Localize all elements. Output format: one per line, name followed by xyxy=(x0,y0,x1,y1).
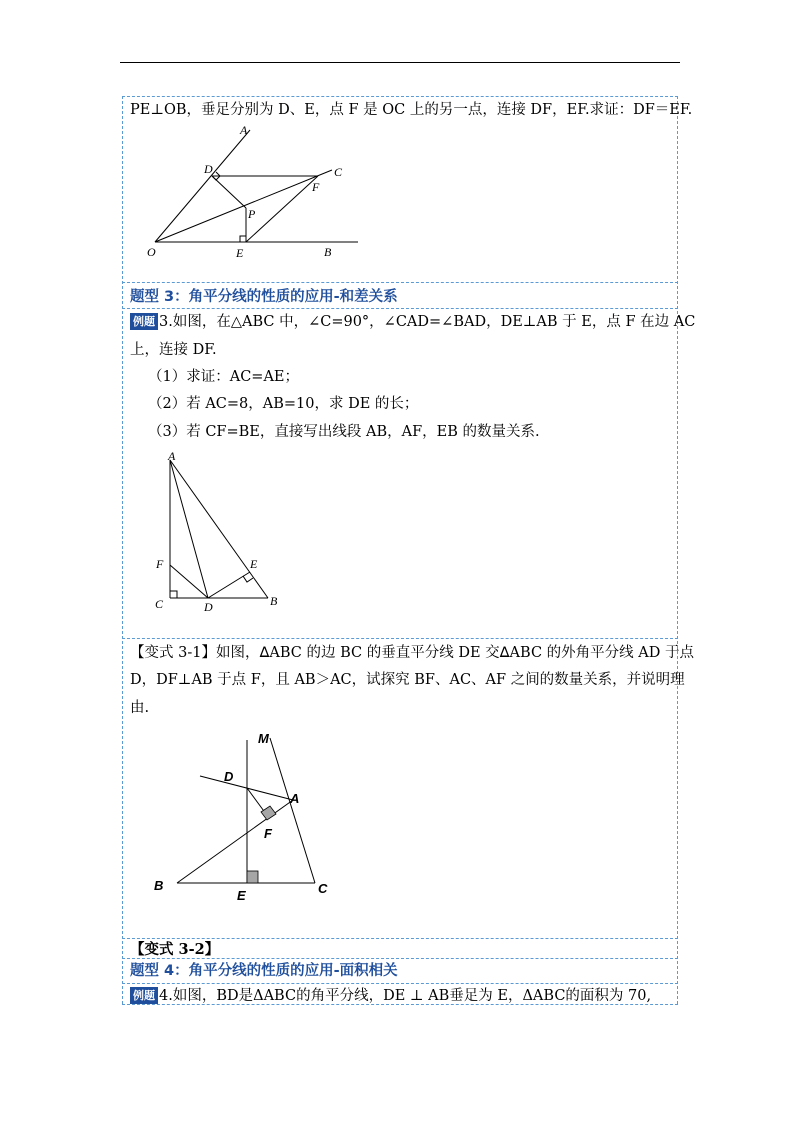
label-A: A xyxy=(290,791,300,806)
header-rule xyxy=(120,62,680,63)
problem-text: 例题 4.如图，BD是ΔABC的角平分线，DE ⊥ AB垂足为 E，ΔABC的面积为 70, xyxy=(130,986,675,1006)
variant-text: D，DF⊥AB 于点 F，且 AB＞AC，试探究 BF、AC、AF 之间的数量关系，并说明理 xyxy=(130,672,685,688)
label-E: E xyxy=(237,888,246,903)
divider xyxy=(122,96,678,97)
label-B: B xyxy=(270,594,278,608)
label-D: D xyxy=(204,162,213,176)
label-F: F xyxy=(156,557,164,571)
label-C: C xyxy=(155,597,164,611)
example-badge: 例题 xyxy=(130,313,158,330)
problem-text: PE⊥OB，垂足分别为 D、E，点 F 是 OC 上的另一点，连接 DF，EF.求证：DF＝EF. xyxy=(130,102,693,118)
label-B: B xyxy=(324,245,332,259)
label-F: F xyxy=(312,180,320,194)
divider xyxy=(122,983,678,984)
label-P: P xyxy=(248,207,256,221)
question-3: （3）若 CF=BE，直接写出线段 AB，AF，EB 的数量关系. xyxy=(148,424,540,440)
label-F: F xyxy=(264,826,272,841)
figure-perpendicular-bisector xyxy=(150,728,350,908)
divider xyxy=(122,282,678,283)
label-B: B xyxy=(154,878,164,893)
divider xyxy=(122,938,678,939)
variant-label: 【变式 3-2】 xyxy=(130,941,220,958)
label-E: E xyxy=(236,246,244,260)
variant-text: 【变式 3-1】如图，ᐃABC 的边 BC 的垂直平分线 DE 交ᐃABC 的外角平分线 AD 于点 xyxy=(130,645,694,661)
label-D: D xyxy=(204,600,213,614)
section-title: 题型 4：角平分线的性质的应用-面积相关 xyxy=(130,963,398,979)
question-1: （1）求证：AC=AE； xyxy=(148,369,299,385)
figure-right-triangle xyxy=(150,450,290,615)
label-D: D xyxy=(224,769,234,784)
label-A: A xyxy=(240,123,248,137)
question-2: （2）若 AC=8，AB=10，求 DE 的长； xyxy=(148,396,419,412)
divider xyxy=(122,308,678,309)
example-badge: 例题 xyxy=(130,987,158,1004)
variant-text: 由. xyxy=(130,700,150,716)
label-A: A xyxy=(168,449,176,463)
label-M: M xyxy=(258,731,269,746)
label-C: C xyxy=(334,165,343,179)
label-O: O xyxy=(147,245,156,259)
divider xyxy=(122,638,678,639)
label-E: E xyxy=(250,557,258,571)
section-title: 题型 3：角平分线的性质的应用-和差关系 xyxy=(130,289,398,305)
figure-angle-bisector-1 xyxy=(140,120,370,265)
label-C: C xyxy=(318,881,328,896)
problem-text: 例题 3.如图，在△ABC 中，∠C=90°，∠CAD=∠BAD，DE⊥AB 于 E，点 F 在边 AC xyxy=(130,312,675,332)
problem-text: 上，连接 DF. xyxy=(130,342,217,358)
